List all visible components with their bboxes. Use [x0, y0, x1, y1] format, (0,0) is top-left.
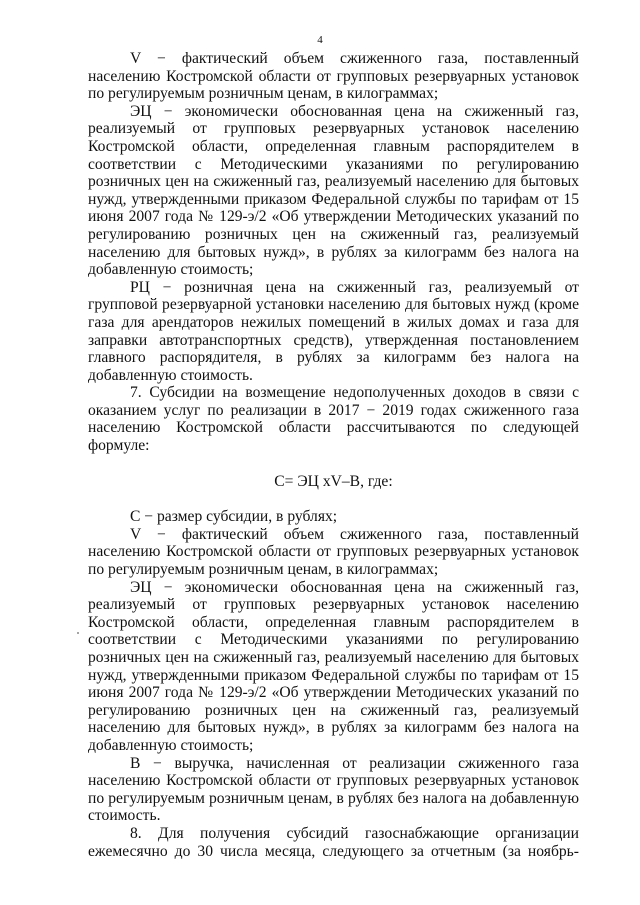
paragraph-clause-8: 8. Для получения субсидий газоснабжающие организации ежемесячно до 30 числа месяца, следующего за отчетным (за ноябрь-	[88, 824, 579, 860]
definition-c: С − размер субсидии, в рублях;	[130, 508, 338, 526]
document-body	[88, 50, 579, 860]
definition-v: V − фактический объем сжиженного газа, поставленный населению Костромской области от групповых резервуарных установок по регулируемым розничным ценам, в килограммах;	[88, 525, 579, 579]
paragraph-rc-definition: РЦ − розничная цена на сжиженный газ, реализуемый от групповой резервуарной установки населению для бытовых нужд (кроме газа для арендаторов нежилых помещений в жилых домах и газа для заправки автотранспортных средств), утвержденная постановлением главного распорядителя, в рублях за килограмм без налога на добавленную стоимость.	[88, 278, 579, 384]
subsidy-formula: С= ЭЦ хV–В, где:	[274, 472, 393, 490]
definition-ec: ЭЦ − экономически обоснованная цена на сжиженный газ, реализуемый от групповых резервуарных установок населению Костромской области, определенная главным распорядителем в соответствии с Методическими указаниями по регулированию розничных цен на сжиженный газ, реализуемый населению для бытовых нужд, утвержденными приказом Федеральной службы по тарифам от 15 июня 2007 года № 129-э/2 «Об утверждении Методических указаний по регулированию розничных цен на сжиженный газ, реализуемый населению для бытовых нужд», в рублях за килограмм без налога на добавленную стоимость;	[88, 578, 579, 754]
page-number: 4	[317, 34, 323, 46]
paragraph-ec-definition: ЭЦ − экономически обоснованная цена на сжиженный газ, реализуемый от групповых резервуарных установок населению Костромской области, определенная главным распорядителем в соответствии с Методическими указаниями по регулированию розничных цен на сжиженный газ, реализуемый населению для бытовых нужд, утвержденными приказом Федеральной службы по тарифам от 15 июня 2007 года № 129-э/2 «Об утверждении Методических указаний по регулированию розничных цен на сжиженный газ, реализуемый населению для бытовых нужд», в рублях за килограмм без налога на добавленную стоимость;	[88, 102, 579, 279]
margin-mark	[77, 632, 79, 634]
paragraph-v-definition: V − фактический объем сжиженного газа, поставленный населению Костромской области от групповых резервуарных установок по регулируемым розничным ценам, в килограммах;	[88, 50, 579, 103]
definition-b: В − выручка, начисленная от реализации сжиженного газа населению Костромской области от групповых резервуарных установок по регулируемым розничным ценам, в рублях без налога на добавленную стоимость.	[88, 754, 579, 825]
paragraph-clause-7: 7. Субсидии на возмещение недополученных доходов в связи с оказанием услуг по реализации в 2017 − 2019 годах сжиженного газа населению Костромской области рассчитываются по следующей формуле:	[88, 384, 579, 455]
